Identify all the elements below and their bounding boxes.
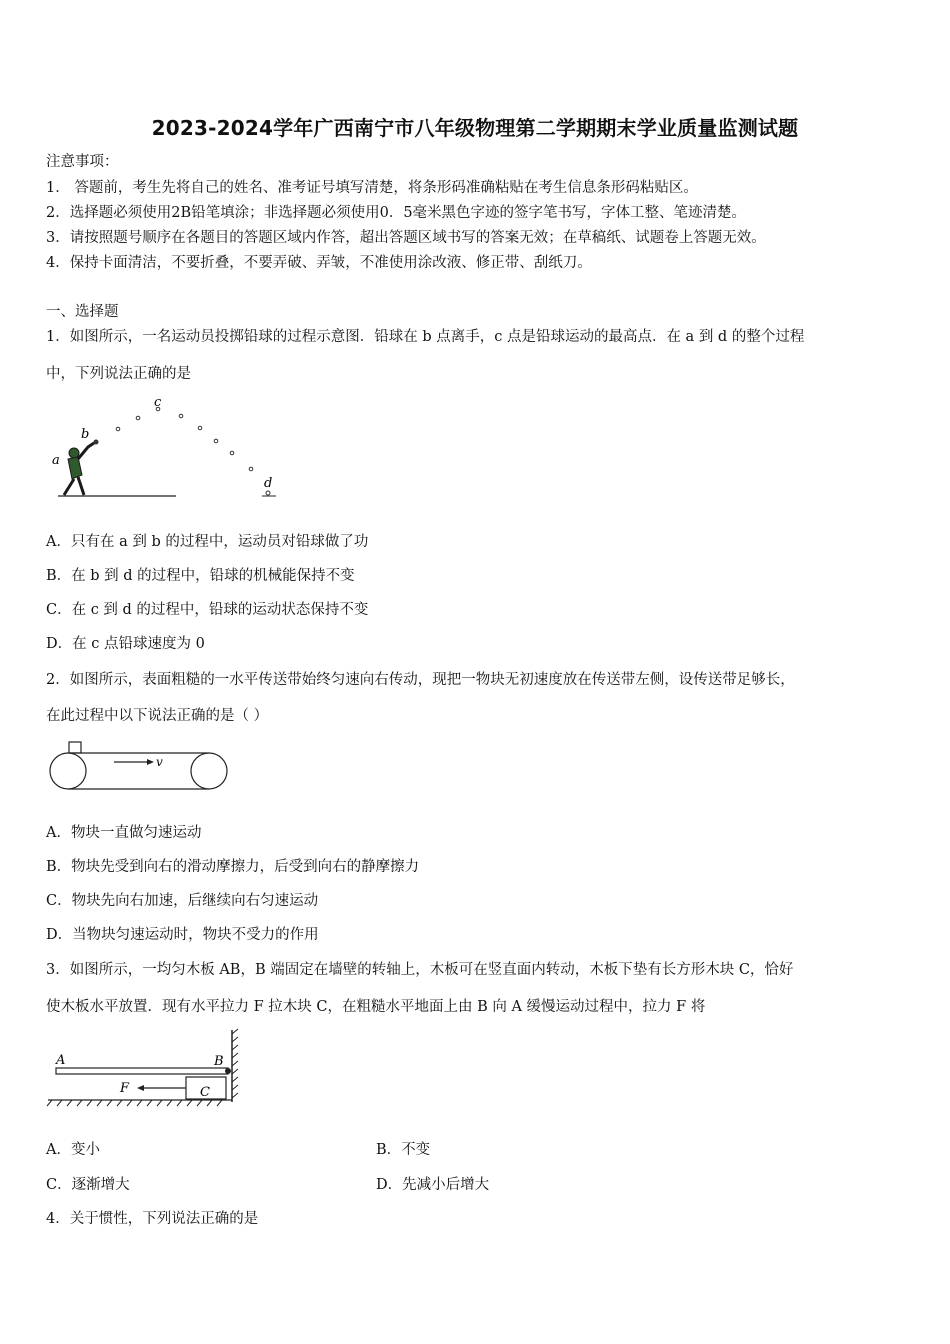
q2-conveyor-figure: [44, 738, 234, 794]
q3-board-figure: [44, 1028, 244, 1108]
q2-option-a: A．物块一直做匀速运动: [46, 825, 202, 841]
ball-at-d: [266, 491, 270, 495]
page-title: 2023-2024学年广西南宁市八年级物理第二学期期末学业质量监测试题: [151, 116, 799, 140]
fig-label-F: F: [120, 1081, 130, 1096]
athlete-icon: [64, 443, 94, 495]
notice-item: 2．选择题必须使用2B铅笔填涂；非选择题必须使用0．5毫米黑色字迹的签字笔书写，字体工整、笔迹清楚。: [46, 205, 747, 221]
fig-label-v: v: [156, 755, 163, 769]
q3-option-b: B．不变: [376, 1142, 431, 1158]
fig-label-d: d: [264, 476, 273, 491]
q1-option-a: A．只有在 a 到 b 的过程中，运动员对铅球做了功: [46, 534, 369, 550]
trajectory-dots: [116, 407, 253, 471]
block: [69, 742, 81, 753]
fig-label-c: c: [154, 395, 162, 410]
notice-item: 3．请按照题号顺序在各题目的答题区域内作答，超出答题区域书写的答案无效；在草稿纸、试题卷上答题无效。: [46, 230, 766, 246]
fig-label-C: C: [200, 1085, 210, 1100]
q1-option-d: D．在 c 点铅球速度为 0: [46, 636, 205, 652]
ball-at-b: [94, 440, 99, 445]
q2-stem-line1: 2．如图所示，表面粗糙的一水平传送带始终匀速向右传动，现把一物块无初速度放在传送带左侧，设传送带足够长，: [46, 672, 795, 688]
fig-label-a: a: [52, 453, 60, 468]
q3-option-d: D．先减小后增大: [376, 1177, 490, 1193]
notice-heading: 注意事项：: [46, 154, 119, 170]
q1-option-c: C．在 c 到 d 的过程中，铅球的运动状态保持不变: [46, 602, 369, 618]
q2-stem-line2: 在此过程中以下说法正确的是（ ）: [46, 708, 269, 724]
q3-option-c: C．逐渐增大: [46, 1177, 130, 1193]
q1-option-b: B．在 b 到 d 的过程中，铅球的机械能保持不变: [46, 568, 355, 584]
board-AB: [56, 1068, 228, 1074]
notice-item: 4．保持卡面清洁，不要折叠，不要弄破、弄皱，不准使用涂改液、修正带、刮纸刀。: [46, 255, 592, 271]
q2-option-c: C．物块先向右加速，后继续向右匀速运动: [46, 893, 319, 909]
fig-label-A: A: [56, 1053, 66, 1068]
section-heading: 一、选择题: [46, 304, 119, 320]
q1-stem-line1: 1．如图所示，一名运动员投掷铅球的过程示意图．铅球在 b 点离手，c 点是铅球运动的最高点．在 a 到 d 的整个过程: [46, 329, 805, 345]
q3-option-a: A．变小: [46, 1142, 100, 1158]
left-pulley: [50, 753, 86, 789]
q2-option-d: D．当物块匀速运动时，物块不受力的作用: [46, 927, 319, 943]
q1-shot-put-figure: [44, 395, 284, 505]
notice-item: 1． 答题前，考生先将自己的姓名、准考证号填写清楚，将条形码准确粘贴在考生信息条形码粘贴区。: [46, 180, 698, 196]
q2-option-b: B．物块先受到向右的滑动摩擦力，后受到向右的静摩擦力: [46, 859, 420, 875]
right-pulley: [191, 753, 227, 789]
q1-stem-line2: 中，下列说法正确的是: [46, 366, 191, 382]
fig-label-B: B: [214, 1054, 224, 1069]
fig-label-b: b: [81, 427, 90, 442]
q3-stem-line1: 3．如图所示，一均匀木板 AB，B 端固定在墙壁的转轴上，木板可在竖直面内转动，木板下垫有长方形木块 C，恰好: [46, 962, 794, 978]
pivot: [225, 1068, 231, 1074]
q4-stem-line1: 4．关于惯性，下列说法正确的是: [46, 1211, 259, 1227]
q3-stem-line2: 使木板水平放置．现有水平拉力 F 拉木块 C，在粗糙水平地面上由 B 向 A 缓慢运动过程中，拉力 F 将: [46, 999, 706, 1015]
